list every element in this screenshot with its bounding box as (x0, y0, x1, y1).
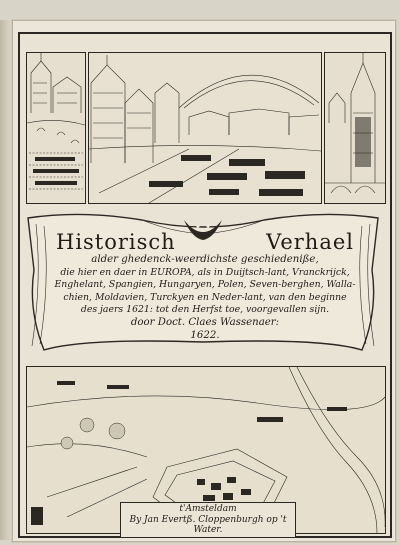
subtitle-line-1: alder ghedenck-weerdichste geschiedeniße, (91, 254, 319, 265)
main-title (50, 230, 360, 254)
author-line: door Doct. Claes Wassenaer: (130, 316, 280, 328)
year-line: 1622. (190, 329, 220, 341)
engraving-left-town-scene (26, 52, 86, 204)
imprint-cartouche (120, 502, 296, 538)
title-text-block (50, 230, 360, 360)
imprint-publisher: By Jan Evertß. Cloppenburgh op 't Water. (129, 514, 287, 535)
engraving-center-battle-scene (88, 52, 322, 204)
imprint-place: t'Amsteldam (179, 504, 237, 514)
title-word-verhael: Verhael (266, 230, 354, 254)
subtitle-line-5: des jaers 1621: tot den Herfst toe, voorgevallen sijn. (80, 304, 330, 316)
engraving-right-tower-scene (324, 52, 386, 204)
subtitle-line-2: die hier en daer in EUROPA, als in Duijtsch-lant, Vranckrijck, (60, 266, 350, 278)
subtitle-line-4: chien, Moldavien, Turckyen en Neder-lant, van den beginne (63, 291, 347, 303)
subtitle-line-3: Enghelant, Spangien, Hungaryen, Polen, Seven-berghen, Walla- (54, 279, 356, 291)
title-word-historisch: Historisch (56, 230, 176, 254)
